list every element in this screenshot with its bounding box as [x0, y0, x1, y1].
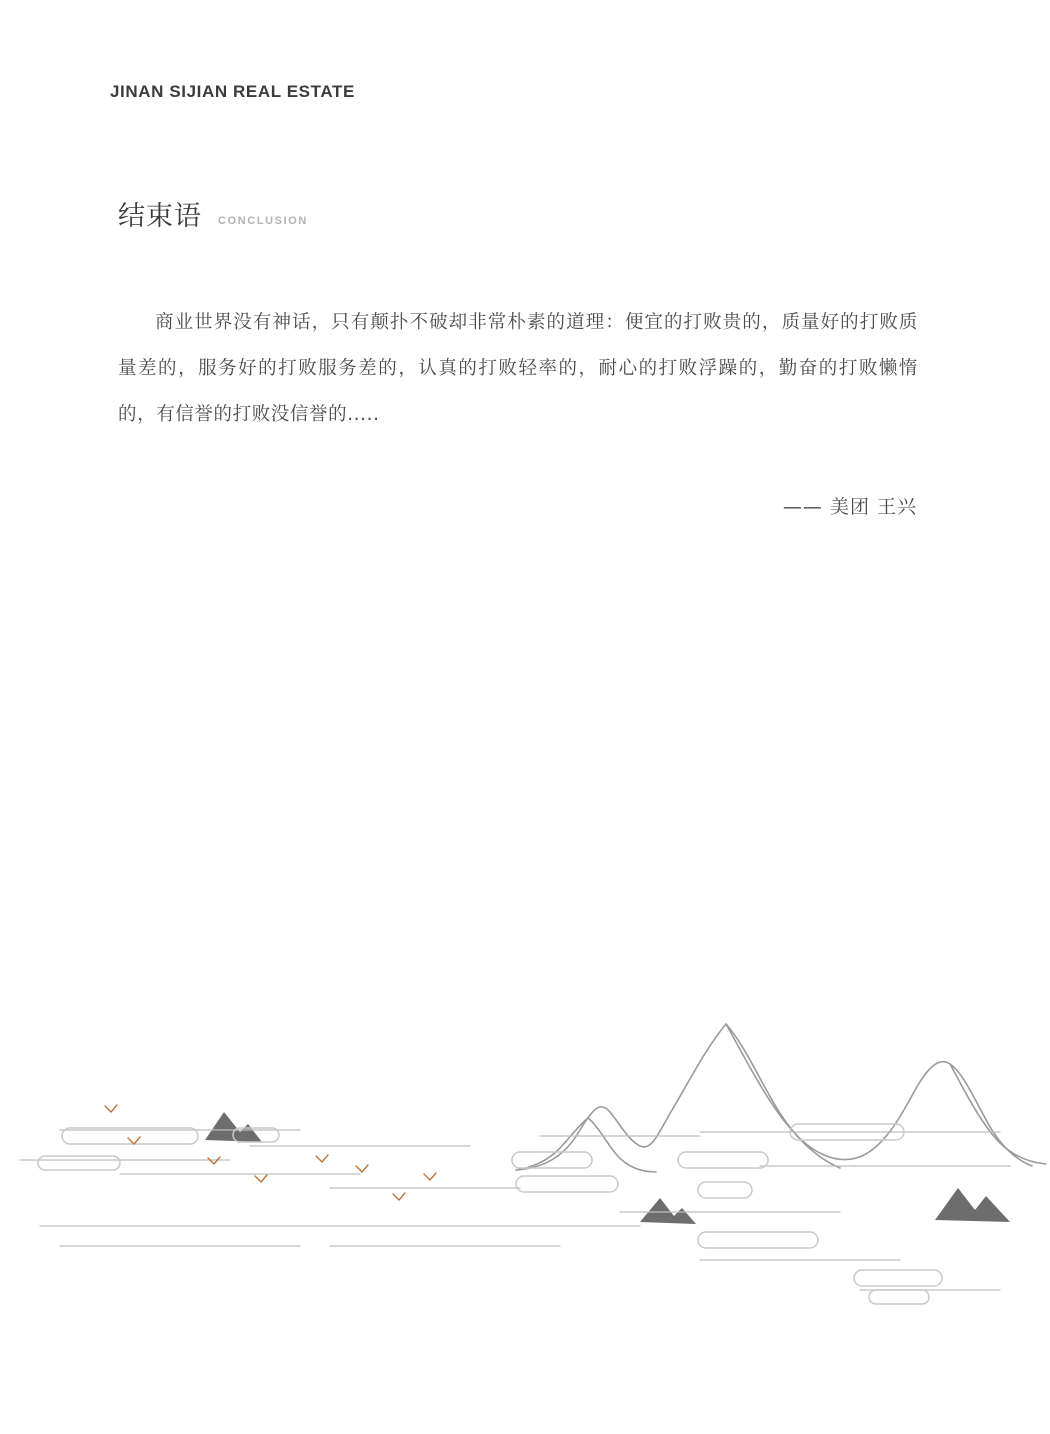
dark-peak-left	[205, 1112, 262, 1142]
section-title-chinese: 结束语	[118, 201, 202, 232]
ink-landscape-illustration	[0, 960, 1050, 1360]
dark-peak-right	[935, 1188, 1010, 1222]
section-heading	[118, 203, 308, 230]
quote-attribution: —— 美团 王兴	[782, 496, 917, 518]
dark-peak-mid	[640, 1198, 696, 1224]
company-brand-title: JINAN SIJIAN REAL ESTATE	[110, 82, 355, 101]
conclusion-paragraph: 商业世界没有神话，只有颠扑不破却非常朴素的道理：便宜的打败贵的，质量好的打败质量差的，服务好的打败服务差的，认真的打败轻率的，耐心的打败浮躁的，勤奋的打败懒惰的，有信誉的打败没信誉的.....	[118, 312, 918, 425]
section-title-english: CONCLUSION	[218, 215, 308, 227]
